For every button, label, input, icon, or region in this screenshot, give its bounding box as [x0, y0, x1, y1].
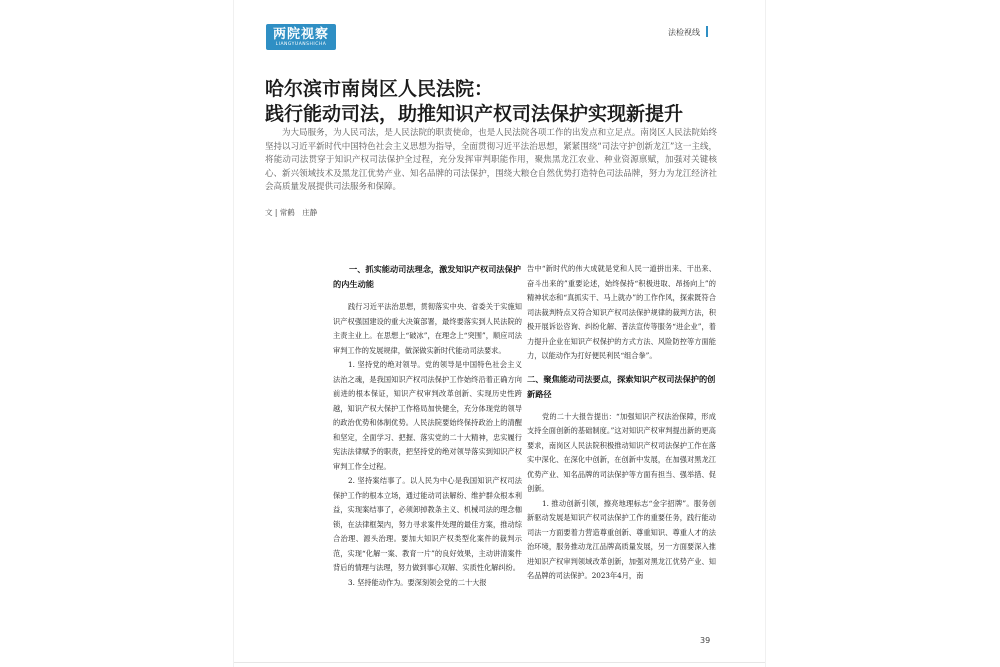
article-title — [265, 77, 725, 127]
article-lead: 为大局服务，为人民司法，是人民法院的职责使命，也是人民法院各项工作的出发点和立足点。南岗区人民法院始终坚持以习近平新时代中国特色社会主义思想为指导，全面贯彻习近平法治思想，紧紧围绕“司法守护创新龙江”这一主线，将能动司法贯穿于知识产权司法保护全过程，充分发挥审判职能作用，聚焦黑龙江农业、种业资源禀赋，加强对关键核心、新兴领域技术及黑龙江优势产业、知名品牌的司法保护，围绕大粮仓自然优势打造特色司法品牌，努力为龙江经济社会高质量发展提供司法服务和保障。 — [265, 128, 717, 192]
article-byline: 文 | 常鹤 庄静 — [265, 208, 318, 217]
paragraph: 2. 坚持案结事了。以人民为中心是我国知识产权司法保护工作的根本立场，通过能动司法解纷、维护群众根本利益，实现案结事了，必须卸掉教条主义、机械司法的理念枷锁，在法律框架内，努力寻求案件处理的最佳方案，推动综合治理、源头治理。要加大知识产权类型化案件的裁判示范，实现“化解一案、教育一片”的良好效果，主动讲清案件背后的情理与法理，努力做到事心双解、实质性化解纠纷。 — [333, 476, 522, 572]
logo-subtext: LIANGYUANSHICHA — [275, 41, 327, 47]
paragraph: 告中“新时代的伟大成就是党和人民一道拼出来、干出来、奋斗出来的”重要论述，始终保持“积极进取、昂扬向上”的精神状态和“真抓实干、马上就办”的工作作风，探索既符合司法裁判特点又符合知识产权司法保护规律的裁判方法，积极开展诉讼咨询、纠纷化解、普法宣传等服务“进企业”，着力提升企业在知识产权保护的方式方法、风险防控等方面能力，以能动作为打好便民利民“组合拳”。 — [527, 264, 716, 360]
section-tag: 法检视线 — [668, 28, 700, 37]
title-line-1: 哈尔滨市南岗区人民法院： — [265, 78, 494, 100]
paragraph: 3. 坚持能动作为。要深刻领会党的二十大报 — [348, 577, 487, 587]
paragraph: 1. 推动创新引领，擦亮地理标志“金字招牌”。服务创新驱动发展是知识产权司法保护工作的重要任务，践行能动司法一方面要着力营造尊重创新、尊重知识、尊重人才的法治环境，服务推动龙江品牌高质量发展，另一方面要深入推进知识产权审判领域改革创新，加强对黑龙江优势产业、知名品牌的司法保护。2023年4月，南 — [527, 498, 716, 580]
section-heading-1: 一、抓实能动司法理念，激发知识产权司法保护的内生动能 — [333, 264, 521, 289]
paragraph: 1. 坚持党的绝对领导。党的领导是中国特色社会主义法治之魂，是我国知识产权司法保护工作始终沿着正确方向前进的根本保证，知识产权审判改革创新、实现历史性跨越，知识产权大保护工作格局加快健全，充分体现党的领导的政治优势和体制优势。人民法院要始终保持政治上的清醒和坚定，全面学习、把握、落实党的二十大精神，忠实履行宪法法律赋予的职责，把坚持党的绝对领导落实到知识产权审判工作全过程。 — [333, 360, 522, 471]
paragraph: 党的二十大报告提出：“加强知识产权法治保障，形成支持全面创新的基础制度。”这对知识产权审判提出新的更高要求，南岗区人民法院积极推动知识产权司法保护工作在落实中深化、在深化中创新，在创新中发展，在加强对黑龙江优势产业、知名品牌的司法保护等方面有担当、强举措、促创新。 — [527, 411, 716, 493]
section-divider — [706, 26, 708, 37]
left-column — [333, 262, 522, 590]
paragraph: 践行习近平法治思想，贯彻落实中央、省委关于实施知识产权强国建设的重大决策部署，最终要落实到人民法院的主责主业上。在思想上“破冰”，在理念上“突围”，顺应司法审判工作的发展规律，做深做实新时代能动司法要求。 — [333, 302, 522, 355]
magazine-logo — [266, 24, 336, 50]
page-number: 39 — [700, 636, 711, 645]
right-column — [527, 262, 716, 584]
footer-divider — [234, 662, 765, 663]
title-line-2: 践行能动司法，助推知识产权司法保护实现新提升 — [265, 103, 684, 125]
section-heading-2: 二、聚焦能动司法要点，探索知识产权司法保护的创新路径 — [527, 373, 716, 399]
logo-text: 两院视察 — [272, 26, 329, 42]
